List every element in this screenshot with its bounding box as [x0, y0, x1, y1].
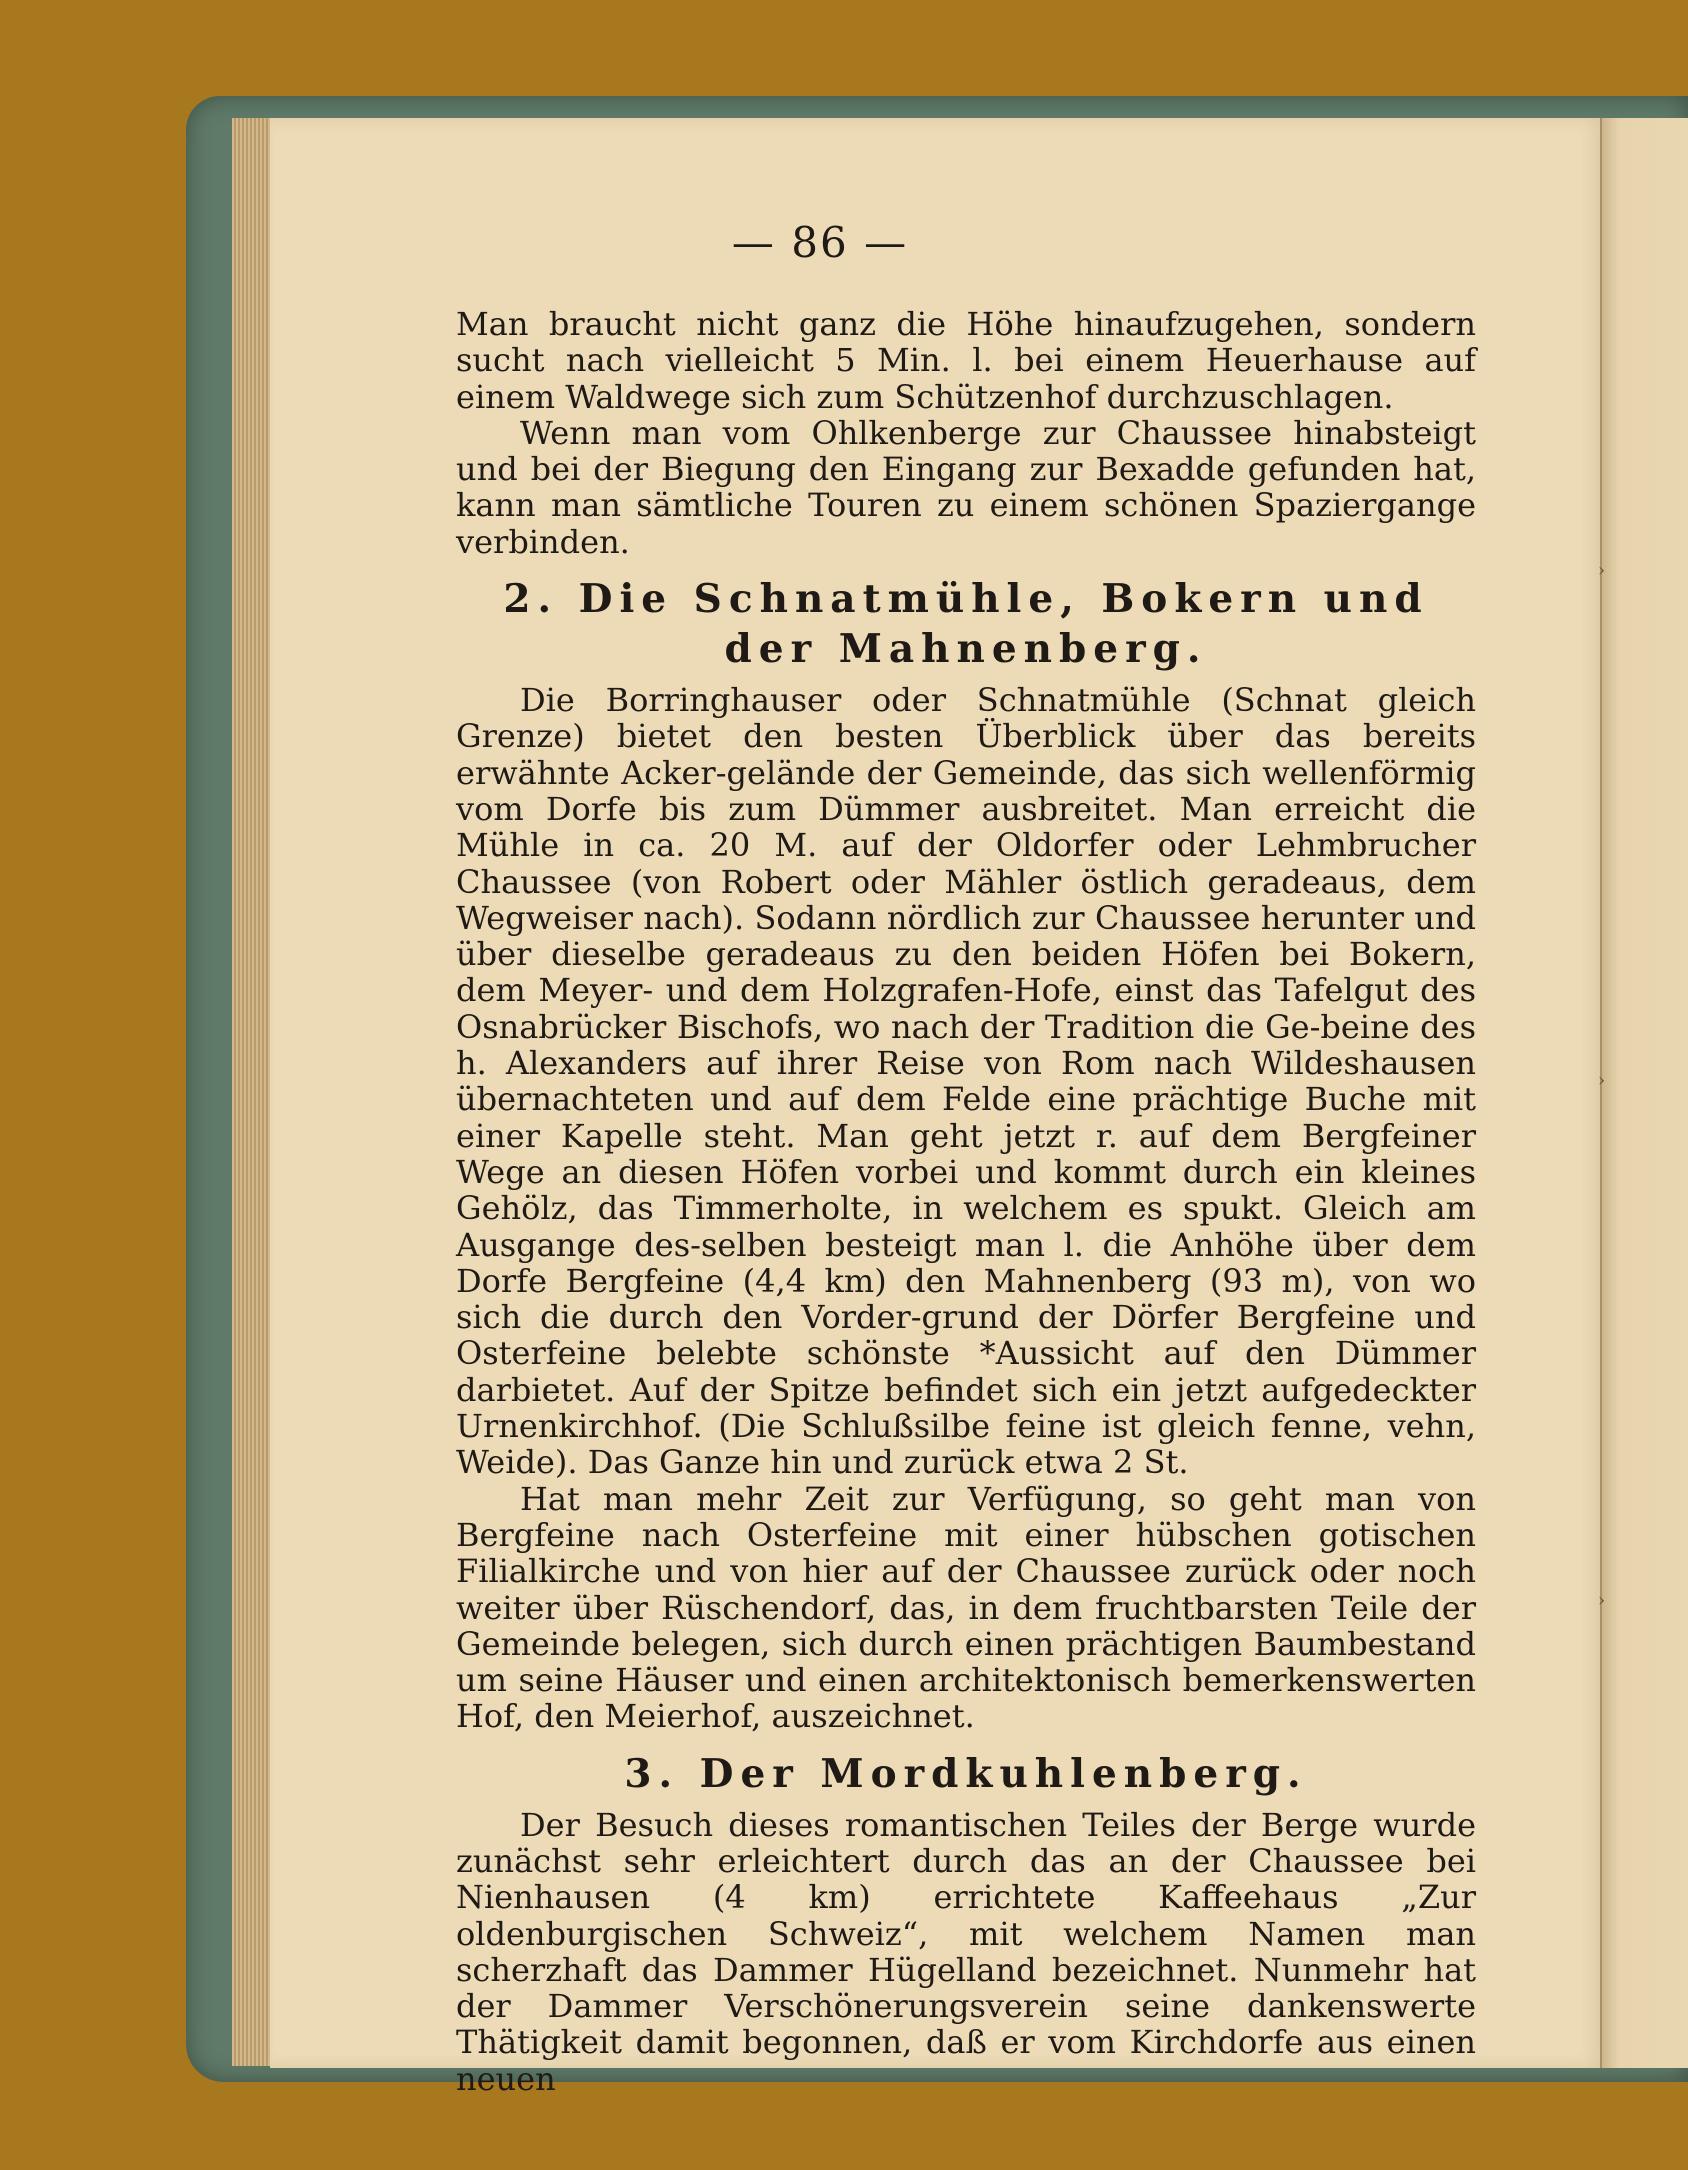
book-gutter: [1600, 118, 1688, 2068]
paragraph: Hat man mehr Zeit zur Verfügung, so geht man von Bergfeine nach Osterfeine mit einer hübschen gotischen Filialkirche und von hier auf der Chaussee zurück oder noch weiter über Rüschendorf, das, in dem fruchtbarsten Teile der Gemeinde belegen, sich durch einen prächtigen Baumbestand um seine Häuser und einen architektonisch bemerkenswerten Hof, den Meierhof, auszeichnet.: [456, 1479, 1476, 1736]
page-text: [456, 306, 1476, 2097]
paragraph: Man braucht nicht ganz die Höhe hinaufzugehen, sondern sucht nach vielleicht 5 Min. l. bei einem Heuerhause auf einem Waldwege sich zum Schützenhof durchzuschlagen.: [456, 305, 1476, 416]
page-edge-mark: ›: [1598, 560, 1606, 581]
page-edge-mark: ›: [1598, 1070, 1606, 1091]
paragraph: Wenn man vom Ohlkenberge zur Chaussee hinabsteigt und bei der Biegung den Eingang zur Bexadde gefunden hat, kann man sämtliche Touren zu einem schönen Spaziergange verbinden.: [456, 413, 1476, 561]
page-number: — 86 —: [731, 218, 909, 267]
section-heading: 2. Die Schnatmühle, Bokern und der Mahnenberg.: [503, 576, 1429, 673]
page-edge-mark: ›: [1598, 1590, 1606, 1611]
section-heading: 3. Der Mordkuhlenberg.: [624, 1750, 1308, 1797]
page-edges: [232, 118, 272, 2066]
paragraph: Die Borringhauser oder Schnatmühle (Schnat gleich Grenze) bietet den besten Überblick über das bereits erwähnte Acker-gelände der Gemeinde, das sich wellenförmig vom Dorfe bis zum Dümmer ausbreitet. Man erreicht die Mühle in ca. 20 M. auf der Oldorfer oder Lehmbrucher Chaussee (von Robert oder Mähler östlich geradeaus, dem Wegweiser nach). Sodann nördlich zur Chaussee herunter und über dieselbe geradeaus zu den beiden Höfen bei Bokern, dem Meyer- und dem Holzgrafen-Hofe, einst das Tafelgut des Osnabrücker Bischofs, wo nach der Tradition die Ge-beine des h. Alexanders auf ihrer Reise von Rom nach Wildeshausen übernachteten und auf dem Felde eine prächtige Buche mit einer Kapelle steht. Man geht jetzt r. auf dem Bergfeiner Wege an diesen Höfen vorbei und kommt durch ein kleines Gehölz, das Timmerholte, in welchem es spukt. Gleich am Ausgange des-selben besteigt man l. die Anhöhe über dem Dorfe Bergfeine (4,4 km) den Mahnenberg (93 m), von wo sich die durch den Vorder-grund der Dörfer Bergfeine und Osterfeine belebte schönste *Aussicht auf den Dümmer darbietet. Auf der Spitze befindet sich ein jetzt aufgedeckter Urnenkirchhof. (Die Schlußsilbe feine ist gleich fenne, vehn, Weide). Das Ganze hin und zurück etwa 2 St.: [456, 681, 1476, 1482]
paragraph: Der Besuch dieses romantischen Teiles der Berge wurde zunächst sehr erleichtert durch das an der Chaussee bei Nienhausen (4 km) errichtete Kaffeehaus „Zur oldenburgischen Schweiz“, mit welchem Namen man scherzhaft das Dammer Hügelland bezeichnet. Nunmehr hat der Dammer Verschönerungsverein seine dankenswerte Thätigkeit damit begonnen, daß er vom Kirchdorfe aus einen neuen: [456, 1805, 1476, 2098]
